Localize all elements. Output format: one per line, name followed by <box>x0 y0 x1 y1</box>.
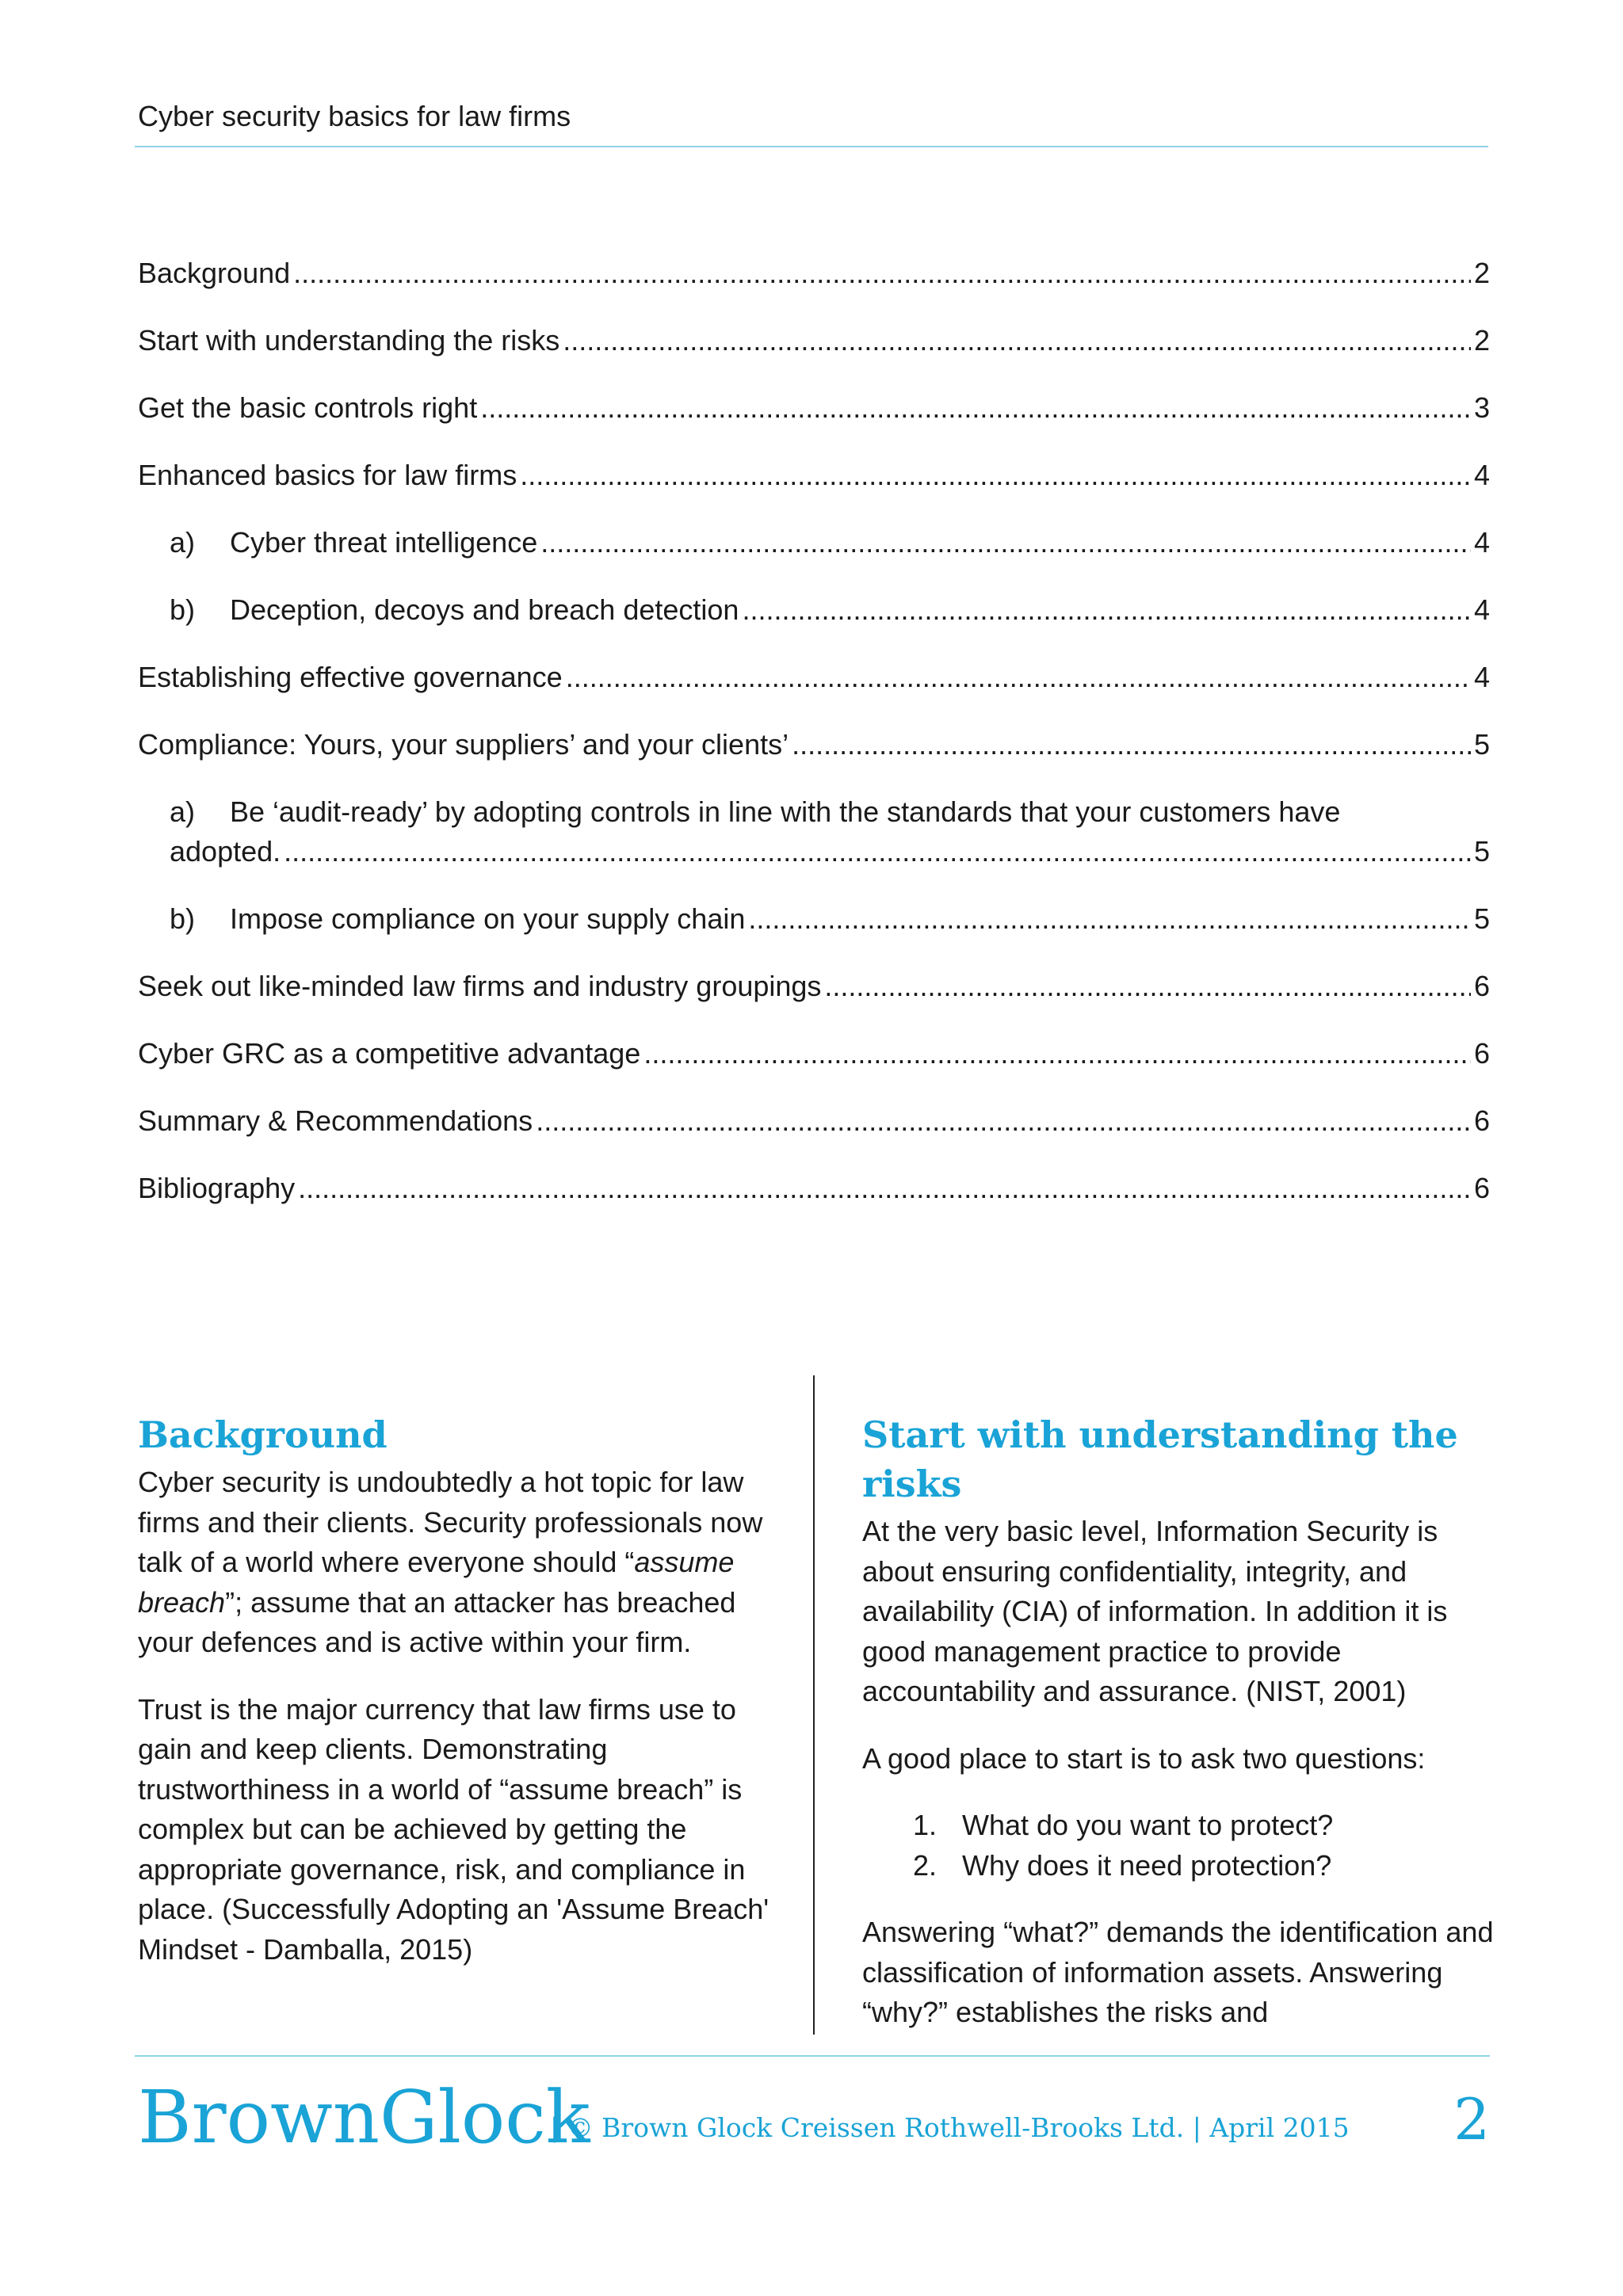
toc-entry-label: Cyber threat intelligence <box>230 526 538 559</box>
toc-leader-dots <box>643 1034 1471 1074</box>
footer-copyright: | © Brown Glock Creissen Rothwell-Brooks Ltd. | April 2015 <box>550 2112 1350 2143</box>
header-divider <box>135 146 1488 147</box>
toc-leader-dots <box>520 456 1471 495</box>
toc-entry-line-2 <box>170 832 1490 871</box>
toc-leader-dots <box>293 254 1471 293</box>
toc-entry-label-continued: adopted. <box>170 835 281 868</box>
toc-entry[interactable] <box>138 388 1490 428</box>
toc-page-number: 3 <box>1473 391 1490 424</box>
page-number: 2 <box>1453 2086 1490 2153</box>
toc-entry-label: Impose compliance on your supply chain <box>230 902 746 935</box>
brand-logo-text: BrownGlock <box>138 2075 590 2160</box>
toc-entry[interactable] <box>138 1101 1490 1141</box>
toc-entry[interactable] <box>138 967 1490 1006</box>
toc-page-number: 5 <box>1473 835 1490 868</box>
toc-entry-label: Bibliography <box>138 1172 296 1204</box>
questions-list <box>862 1806 1496 1886</box>
toc-entry[interactable] <box>138 456 1490 495</box>
background-paragraph-1 <box>138 1463 772 1663</box>
toc-page-number: 4 <box>1473 593 1490 626</box>
toc-subentry-letter: b) <box>170 593 196 626</box>
section-heading-background: Background <box>138 1413 388 1456</box>
toc-entry[interactable] <box>138 1169 1490 1208</box>
toc-entry-label: Compliance: Yours, your suppliers’ and your clients’ <box>138 728 789 761</box>
toc-subentry[interactable] <box>138 590 1490 630</box>
toc-entry[interactable] <box>138 725 1490 765</box>
toc-page-number: 4 <box>1473 526 1490 559</box>
running-header: Cyber security basics for law firms <box>138 100 571 132</box>
column-divider <box>813 1375 815 2035</box>
toc-entry-label: Enhanced basics for law firms <box>138 459 517 491</box>
background-section <box>138 1410 772 1997</box>
toc-entry-label: Cyber GRC as a competitive advantage <box>138 1037 641 1070</box>
toc-leader-dots <box>563 321 1471 360</box>
list-item-text: Why does it need protection? <box>962 1848 1332 1882</box>
list-item <box>862 1806 1496 1846</box>
toc-leader-dots <box>748 899 1471 939</box>
toc-entry-label: Summary & Recommendations <box>138 1104 533 1137</box>
toc-entry-label: Deception, decoys and breach detection <box>230 593 739 626</box>
list-item-text: What do you want to protect? <box>962 1809 1334 1841</box>
toc-page-number: 6 <box>1473 1172 1490 1204</box>
list-item-number: 2. <box>913 1848 938 1882</box>
toc-leader-dots <box>284 832 1471 871</box>
toc-entry[interactable] <box>138 1034 1490 1074</box>
toc-entry-label: Seek out like-minded law firms and industry groupings <box>138 970 822 1002</box>
risks-paragraph-2: A good place to start is to ask two questions: <box>862 1741 1426 1775</box>
risks-section <box>862 1410 1496 2060</box>
list-item-number: 1. <box>913 1809 938 1841</box>
emphasis-text: assume breach <box>138 1546 735 1619</box>
section-heading-risks: Start with understanding the risks <box>862 1413 1458 1505</box>
risks-paragraph-3: Answering “what?” demands the identification and classification of information assets. Answering “why?” establishes the risks and <box>862 1916 1494 2028</box>
toc-subentry[interactable] <box>138 792 1490 871</box>
toc-leader-dots <box>742 590 1471 630</box>
toc-entry-label: Background <box>138 257 291 289</box>
footer-divider <box>135 2055 1490 2057</box>
toc-page-number: 4 <box>1473 661 1490 693</box>
toc-entry-label: Be ‘audit-ready’ by adopting controls in line with the standards that your customers have <box>230 795 1341 828</box>
toc-entry[interactable] <box>138 658 1490 697</box>
toc-entry[interactable] <box>138 254 1490 293</box>
paragraph-text: ”; assume that an attacker has breached your defences and is active within your firm. <box>138 1585 736 1658</box>
toc-page-number: 4 <box>1473 459 1490 491</box>
toc-leader-dots <box>824 967 1471 1006</box>
toc-subentry-letter: b) <box>170 902 196 935</box>
list-item <box>862 1846 1496 1886</box>
toc-subentry[interactable] <box>138 899 1490 939</box>
toc-entry-label: Start with understanding the risks <box>138 324 560 357</box>
toc-subentry[interactable] <box>138 523 1490 563</box>
toc-subentry-letter: a) <box>170 795 196 828</box>
toc-leader-dots <box>536 1101 1471 1141</box>
toc-leader-dots <box>480 388 1471 428</box>
toc-page-number: 2 <box>1473 324 1490 357</box>
toc-subentry-letter: a) <box>170 526 196 559</box>
paragraph-text: Cyber security is undoubtedly a hot topic for law firms and their clients. Security professionals now talk of a world where everyone should “ <box>138 1466 763 1578</box>
toc-page-number: 2 <box>1473 257 1490 289</box>
toc-leader-dots <box>792 725 1471 765</box>
toc-leader-dots <box>566 658 1471 697</box>
toc-page-number: 6 <box>1473 1104 1490 1137</box>
toc-page-number: 5 <box>1473 728 1490 761</box>
toc-entry[interactable] <box>138 321 1490 360</box>
toc-entry-line-1 <box>170 792 1490 832</box>
toc-leader-dots <box>298 1169 1471 1208</box>
toc-entry-label: Establishing effective governance <box>138 661 563 693</box>
background-paragraph-2: Trust is the major currency that law firms use to gain and keep clients. Demonstrating trustworthiness in a world of “assume breach” is complex but can be achieved by getting the appropriate governance, risk, and compliance in place. (Successfully Adopting an 'Assume Breach' Mindset - Damballa, 2015) <box>138 1692 769 1966</box>
toc-entry-label: Get the basic controls right <box>138 391 478 424</box>
toc-leader-dots <box>540 523 1471 563</box>
table-of-contents <box>138 254 1490 1236</box>
risks-paragraph-1: At the very basic level, Information Security is about ensuring confidentiality, integrity, and availability (CIA) of information. In addition it is good management practice to provide accountability and assurance. (NIST, 2001) <box>862 1515 1448 1707</box>
toc-page-number: 6 <box>1473 1037 1490 1070</box>
toc-page-number: 6 <box>1473 970 1490 1002</box>
toc-page-number: 5 <box>1473 902 1490 935</box>
